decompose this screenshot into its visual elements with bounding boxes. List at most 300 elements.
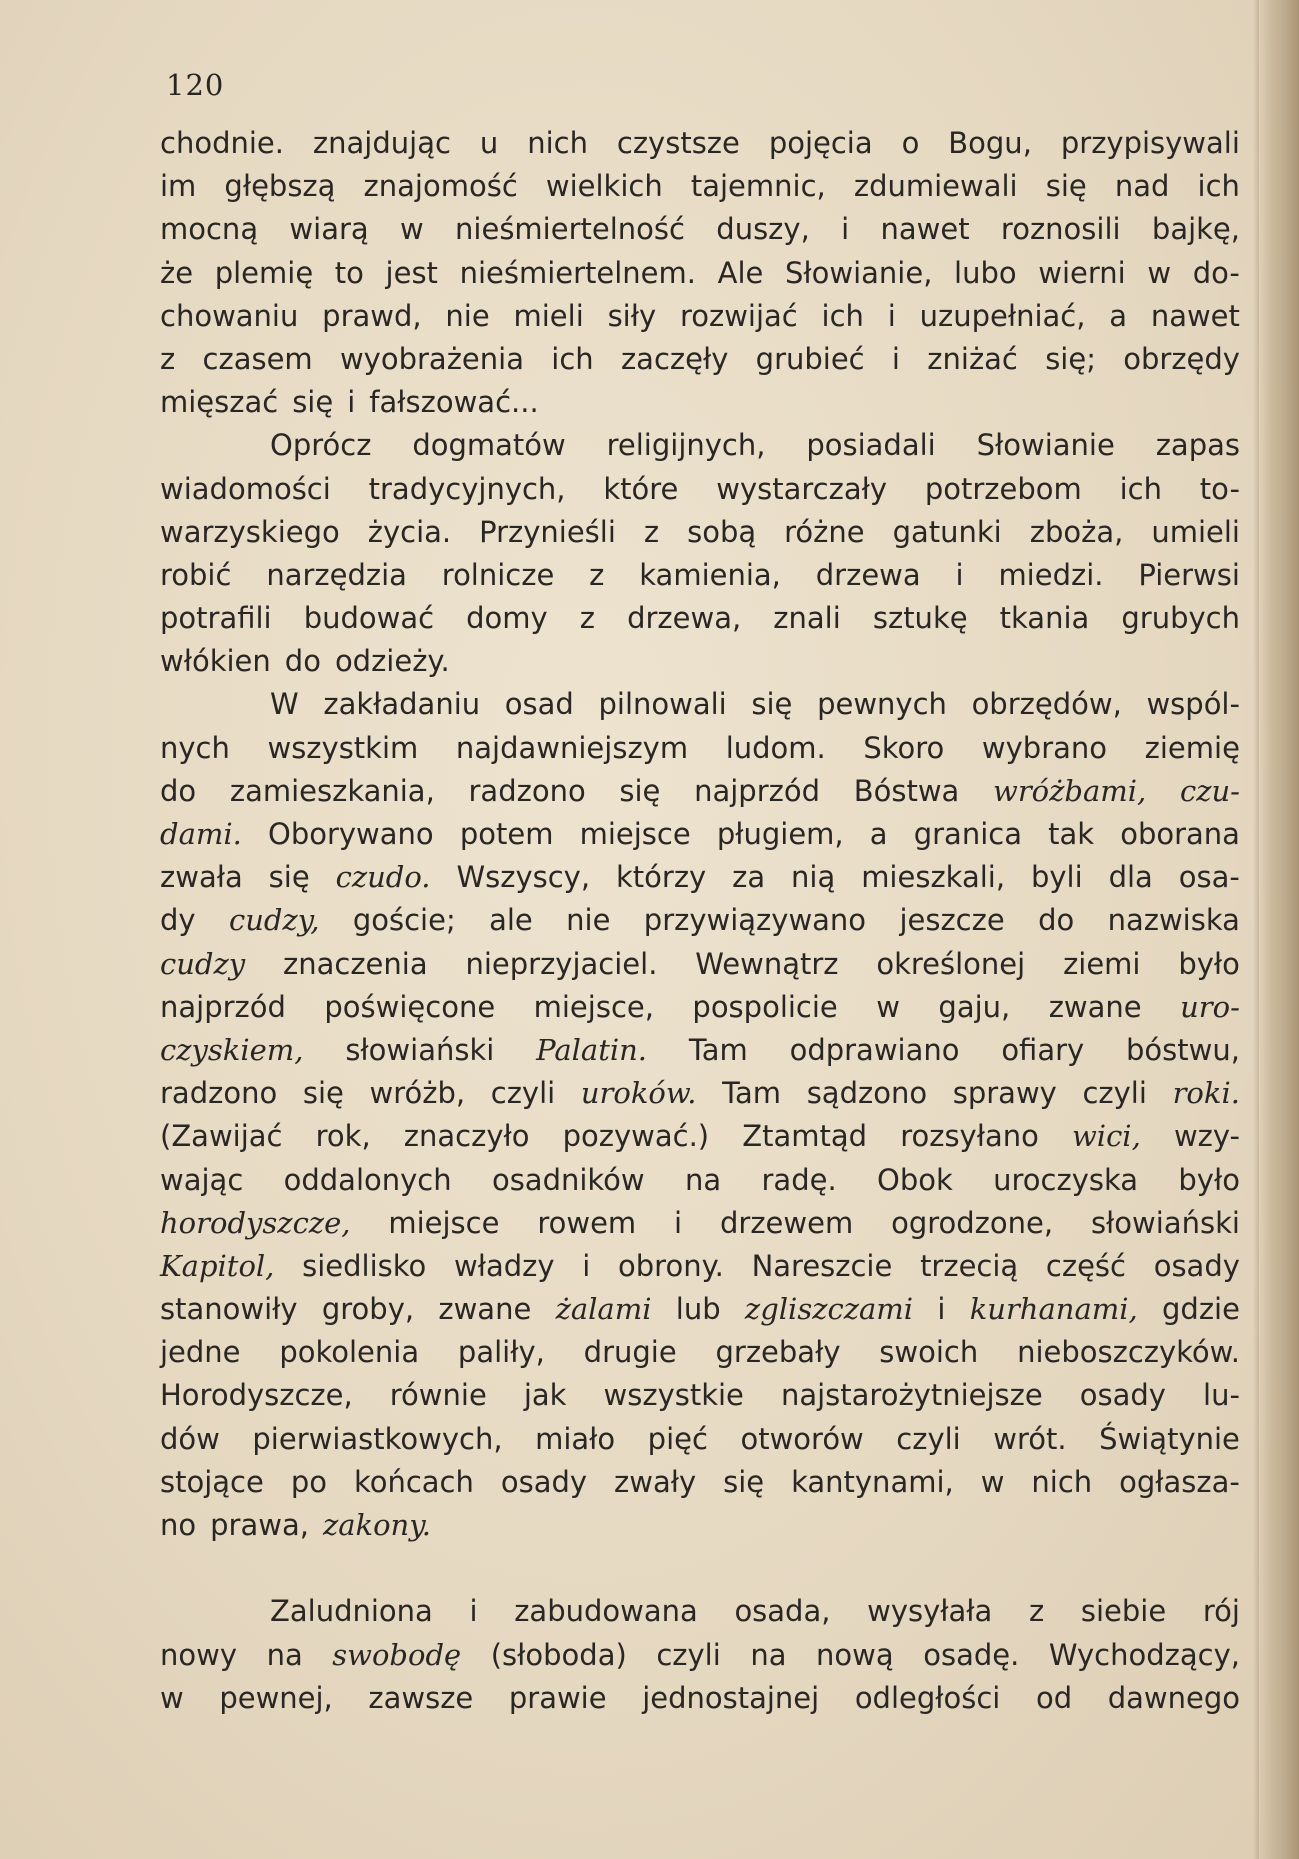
word: pługiem, <box>716 817 844 851</box>
word: bajkę, <box>1151 212 1240 247</box>
text-line <box>160 1331 1240 1374</box>
word: się <box>1045 169 1087 204</box>
word: część <box>1045 1248 1126 1283</box>
word: zgliszczami <box>744 1292 914 1327</box>
word: z <box>579 601 596 636</box>
word: rok, <box>315 1119 371 1154</box>
word: ale <box>489 903 533 938</box>
word: narzędzia <box>266 557 407 592</box>
text-line <box>160 1115 1240 1158</box>
word: religijnych, <box>606 428 766 463</box>
word: chowaniu <box>160 298 299 333</box>
word: zakładaniu <box>323 687 481 722</box>
word: zwane <box>438 1292 532 1327</box>
word: nową <box>816 1637 894 1672</box>
word: sądzono <box>806 1076 928 1111</box>
text-line <box>160 1202 1240 1245</box>
word: zwała <box>160 860 243 895</box>
word: cudzy <box>160 946 246 981</box>
text-line <box>160 1461 1240 1504</box>
word: zdumiewali <box>853 169 1018 204</box>
word: Tam <box>688 1032 748 1067</box>
word: robić <box>160 557 232 592</box>
word: i <box>582 1248 591 1283</box>
word: przypisywali <box>1060 126 1240 160</box>
word: kamienia, <box>639 557 781 592</box>
word: po <box>290 1464 327 1499</box>
word: o <box>901 126 920 160</box>
word: nieprzyjaciel. <box>465 946 658 981</box>
word: nie <box>445 298 490 333</box>
word: tradycyjnych, <box>368 471 566 506</box>
word: grubieć <box>755 341 865 376</box>
word: ich <box>551 341 594 376</box>
word: drzewa, <box>627 601 742 636</box>
word: u <box>479 126 499 160</box>
word: do <box>1038 903 1075 938</box>
word: dami. <box>160 817 242 851</box>
word: do- <box>1192 255 1240 290</box>
word: życia. <box>367 514 452 549</box>
word: rowem <box>537 1205 637 1240</box>
text-line <box>160 683 1240 726</box>
word: w <box>1147 255 1172 290</box>
word: z <box>160 341 176 376</box>
word: osa- <box>1178 860 1240 895</box>
word: przywiązywano <box>643 903 867 938</box>
word: nych <box>160 730 230 765</box>
word: trzecią <box>920 1248 1019 1283</box>
word: zakony. <box>322 1508 431 1542</box>
word: czudo. <box>335 860 431 895</box>
word: miejsce, <box>533 989 654 1024</box>
body-text <box>160 122 1240 1720</box>
word: pojęcia <box>768 126 873 160</box>
word: ich <box>821 298 864 333</box>
word: ofiary <box>1001 1032 1085 1067</box>
word: miejsce <box>388 1205 500 1240</box>
word: tak <box>1048 817 1095 851</box>
text-line <box>160 1029 1240 1072</box>
text-line <box>160 813 1240 856</box>
word: umieli <box>1151 514 1240 549</box>
word: stanowiły <box>160 1292 298 1327</box>
word: osady <box>500 1464 588 1499</box>
word: najprzód <box>694 773 821 808</box>
word: a <box>869 817 888 851</box>
word: sztukę <box>872 601 968 636</box>
text-line <box>160 1245 1240 1288</box>
word: Horodyszcze, <box>160 1378 353 1413</box>
word: poświęcone <box>324 989 496 1024</box>
word: paliły, <box>457 1335 545 1370</box>
word: uzupełniać, <box>919 298 1086 333</box>
word: potem <box>459 817 554 851</box>
word: równie <box>389 1378 487 1413</box>
word: uroczyska <box>993 1162 1139 1197</box>
word: pięć <box>647 1421 708 1456</box>
word: osadę. <box>923 1637 1020 1672</box>
word: im <box>160 169 197 204</box>
word: różne <box>784 514 865 549</box>
word: wielkich <box>545 169 663 204</box>
word: było <box>1178 946 1240 981</box>
word: się <box>619 773 661 808</box>
word: wysyłała <box>867 1594 993 1629</box>
word: że <box>160 255 194 290</box>
word: znajdując <box>312 126 451 160</box>
word: kurhanami, <box>969 1292 1138 1327</box>
word: to- <box>1199 471 1240 506</box>
word: a <box>1109 298 1128 333</box>
word: Oprócz <box>270 428 372 463</box>
text-line <box>160 208 1240 251</box>
word: prawd, <box>322 298 422 333</box>
text-line <box>160 986 1240 1029</box>
word: lub <box>675 1292 721 1327</box>
word: odległości <box>854 1680 1001 1715</box>
word: domy <box>466 601 548 636</box>
word: końcach <box>353 1464 474 1499</box>
text-line <box>160 1159 1240 1202</box>
text-line <box>160 1547 1240 1590</box>
word: dla <box>1108 860 1153 895</box>
word: się <box>723 1464 765 1499</box>
word: osadników <box>491 1162 645 1197</box>
word: czasem <box>202 341 313 376</box>
word: posiadali <box>806 428 936 463</box>
word: czystsze <box>616 126 740 160</box>
word: za <box>732 860 766 895</box>
word: Nareszcie <box>751 1248 893 1283</box>
word: nich <box>527 126 588 160</box>
word: nieśmiertelnem. <box>459 255 696 290</box>
word: ziemi <box>1063 946 1141 981</box>
word: i <box>891 341 900 376</box>
word: zwane <box>1048 989 1142 1024</box>
word: roznosili <box>1000 212 1121 247</box>
word: jedne <box>160 1335 241 1370</box>
word: uroków. <box>580 1076 697 1111</box>
word: czyli <box>896 1421 961 1456</box>
word: rolnicze <box>441 557 555 592</box>
word: Pierwsi <box>1138 557 1240 592</box>
word: to <box>334 255 364 290</box>
word: wróżb, <box>369 1076 466 1111</box>
word: Ztamtąd <box>742 1119 868 1154</box>
word: radzono <box>468 773 586 808</box>
word: dów <box>160 1421 220 1456</box>
word: prawie <box>508 1680 607 1715</box>
text-line <box>160 943 1240 986</box>
word: w <box>160 1680 184 1715</box>
word: groby, <box>321 1292 415 1327</box>
word: mieli <box>513 298 584 333</box>
word: chodnie. <box>160 126 284 160</box>
word: władzy <box>454 1248 555 1283</box>
word: zapas <box>1155 428 1240 463</box>
text-line <box>160 1374 1240 1417</box>
word: wszystkie <box>603 1378 744 1413</box>
text-line <box>160 1590 1240 1633</box>
word: Skoro <box>863 730 945 765</box>
word: obrony. <box>618 1248 724 1283</box>
word: wystarczały <box>716 471 887 506</box>
word: ludom. <box>725 730 826 765</box>
word: wybrano <box>981 730 1108 765</box>
text-line <box>160 597 1240 640</box>
page-number: 120 <box>166 68 225 102</box>
word: pewnych <box>817 687 947 722</box>
word: nowy <box>160 1637 238 1672</box>
word: nich <box>1031 1464 1093 1499</box>
text-line <box>160 424 1240 467</box>
word: czyli <box>656 1637 721 1672</box>
word: osady <box>1079 1378 1166 1413</box>
word: czyli <box>1082 1076 1147 1111</box>
word: mięszać <box>160 385 279 420</box>
text-line <box>160 1418 1240 1461</box>
word: zawsze <box>368 1680 474 1715</box>
word: kantynami, <box>791 1464 954 1499</box>
word: Świątynie <box>1099 1421 1240 1456</box>
text-line <box>160 511 1240 554</box>
word: czu- <box>1179 773 1240 808</box>
word: wspól- <box>1146 687 1240 722</box>
word: swoich <box>879 1335 979 1370</box>
word: wając <box>160 1162 244 1197</box>
word: W <box>270 687 299 722</box>
word: siebie <box>1080 1594 1167 1629</box>
word: znali <box>773 601 841 636</box>
word: czyskiem, <box>160 1032 304 1067</box>
word: miało <box>535 1421 616 1456</box>
word: drugie <box>583 1335 677 1370</box>
word: wiarą <box>289 212 369 247</box>
word: ich <box>1119 471 1162 506</box>
word: wiadomości <box>160 471 331 506</box>
text-line <box>160 338 1240 381</box>
text-line <box>160 1288 1240 1331</box>
word: i <box>841 212 850 247</box>
word: włókien <box>160 644 271 679</box>
text-line <box>160 770 1240 813</box>
word: odprawiano <box>789 1032 960 1067</box>
word: roki. <box>1172 1076 1240 1111</box>
word: się; <box>1045 341 1096 376</box>
word: na <box>685 1162 722 1197</box>
text-line <box>160 122 1240 165</box>
word: wici, <box>1071 1119 1141 1154</box>
word: nawet <box>1150 298 1240 333</box>
word: stojące <box>160 1464 264 1499</box>
word: mieszkali, <box>861 860 1006 895</box>
word: żalami <box>555 1292 652 1327</box>
word: znajomość <box>363 169 518 204</box>
word: duszy, <box>716 212 810 247</box>
word: gatunki <box>892 514 1002 549</box>
text-line <box>160 1072 1240 1115</box>
word: słowiański <box>1090 1205 1240 1240</box>
word: nie <box>566 903 611 938</box>
word: którzy <box>615 860 707 895</box>
word: ich <box>1197 169 1240 204</box>
word: Wszyscy, <box>456 860 591 895</box>
word: Kapitol, <box>160 1248 275 1283</box>
word: pospolicie <box>692 989 838 1024</box>
word: dawnego <box>1107 1680 1240 1715</box>
word: znaczyło <box>403 1119 530 1154</box>
word: zamieszkania, <box>229 773 435 808</box>
word: radę. <box>761 1162 837 1197</box>
word: prawa, <box>210 1508 309 1542</box>
word: nią <box>791 860 836 895</box>
word: drzewa <box>815 557 921 592</box>
word: sobą <box>687 514 757 549</box>
word: i <box>347 385 356 420</box>
word: otworów <box>740 1421 864 1456</box>
text-line <box>160 1504 1240 1547</box>
word: nieśmiertelność <box>455 212 685 247</box>
word: Bogu, <box>948 126 1032 160</box>
word: czyli <box>490 1076 556 1111</box>
word: nad <box>1114 169 1170 204</box>
word: pokolenia <box>279 1335 420 1370</box>
word: Słowianie, <box>784 255 933 290</box>
word: tajemnic, <box>690 169 826 204</box>
word: zabudowana <box>514 1594 698 1629</box>
word: odzieży. <box>334 644 450 679</box>
word: najprzód <box>160 989 286 1024</box>
word: wróżbami, <box>993 773 1147 808</box>
word: lu- <box>1203 1378 1240 1413</box>
word: w <box>980 1464 1005 1499</box>
word: Bóstwa <box>853 773 960 808</box>
word: rozwijać <box>679 298 798 333</box>
word: nieboszczyków. <box>1017 1335 1240 1370</box>
word: głębszą <box>224 169 336 204</box>
word: obrzędy <box>1123 341 1240 376</box>
word: obrzędów, <box>971 687 1122 722</box>
word: bóstwu, <box>1126 1032 1240 1067</box>
text-line <box>160 856 1240 899</box>
word: fałszować... <box>369 385 539 420</box>
word: (słoboda) <box>490 1637 627 1672</box>
word: zboża, <box>1029 514 1124 549</box>
word: Ale <box>717 255 764 290</box>
word: Przynieśli <box>479 514 616 549</box>
word: w <box>876 989 900 1024</box>
word: Wewnątrz <box>695 946 839 981</box>
word: jest <box>385 255 438 290</box>
word: grubych <box>1121 601 1240 636</box>
word: się <box>302 1076 344 1111</box>
word: pewnej, <box>219 1680 333 1715</box>
page-edge <box>1257 0 1299 1859</box>
word: z <box>589 557 605 592</box>
word: jak <box>523 1378 567 1413</box>
word: potrafili <box>160 601 272 636</box>
word: uro- <box>1180 989 1240 1024</box>
text-line <box>160 165 1240 208</box>
word: Obok <box>877 1162 953 1197</box>
word: nawet <box>880 212 970 247</box>
word: ogrodzone, <box>891 1205 1054 1240</box>
word: warzyskiego <box>160 514 340 549</box>
text-line <box>160 468 1240 511</box>
word: tkania <box>999 601 1090 636</box>
word: sprawy <box>952 1076 1057 1111</box>
word: siły <box>607 298 657 333</box>
word: Tam <box>722 1076 782 1111</box>
word: zaczęły <box>620 341 729 376</box>
word: się <box>268 860 310 895</box>
word: gdzie <box>1162 1292 1240 1327</box>
word: dogmatów <box>412 428 566 463</box>
word: Słowianie <box>976 428 1115 463</box>
word: nazwiska <box>1107 903 1240 938</box>
word: miejsce <box>579 817 691 851</box>
text-line <box>160 727 1240 770</box>
word: no <box>160 1508 197 1542</box>
word: się <box>751 687 793 722</box>
word: wierni <box>1038 255 1126 290</box>
word: Zaludniona <box>270 1594 433 1629</box>
word: pierwiastkowych, <box>252 1421 503 1456</box>
word: się <box>292 385 334 420</box>
text-line <box>160 640 1240 683</box>
word: na <box>750 1637 787 1672</box>
word: grzebały <box>715 1335 841 1370</box>
word: i <box>674 1205 683 1240</box>
word: i <box>469 1594 478 1629</box>
word: określonej <box>876 946 1026 981</box>
word: wzy- <box>1173 1119 1240 1154</box>
word: Oborywano <box>268 817 434 851</box>
word: ogłasza- <box>1119 1464 1240 1499</box>
word: do <box>284 644 321 679</box>
word: wyobrażenia <box>339 341 524 376</box>
word: miedzi. <box>998 557 1104 592</box>
word: swobodę <box>332 1637 462 1672</box>
word: w <box>400 212 424 247</box>
word: lubo <box>954 255 1017 290</box>
word: zniżać <box>927 341 1018 376</box>
text-line <box>160 554 1240 597</box>
word: goście; <box>352 903 456 938</box>
word: Wychodzący, <box>1048 1637 1240 1672</box>
word: wszystkim <box>267 730 419 765</box>
word: na <box>266 1637 303 1672</box>
word: rozsyłano <box>900 1119 1039 1154</box>
text-line <box>160 295 1240 338</box>
word: (Zawijać <box>160 1119 283 1154</box>
word: do <box>160 773 197 808</box>
word: jeszcze <box>899 903 1005 938</box>
text-line <box>160 1634 1240 1677</box>
word: wrót. <box>993 1421 1067 1456</box>
word: od <box>1035 1680 1073 1715</box>
word: budować <box>303 601 435 636</box>
word: osad <box>504 687 574 722</box>
word: znaczenia <box>283 946 428 981</box>
word: gaju, <box>938 989 1011 1024</box>
word: osada, <box>734 1594 831 1629</box>
word: oborana <box>1120 817 1240 851</box>
word: które <box>603 471 679 506</box>
word: jednostajnej <box>642 1680 820 1715</box>
word: zwały <box>614 1464 697 1499</box>
